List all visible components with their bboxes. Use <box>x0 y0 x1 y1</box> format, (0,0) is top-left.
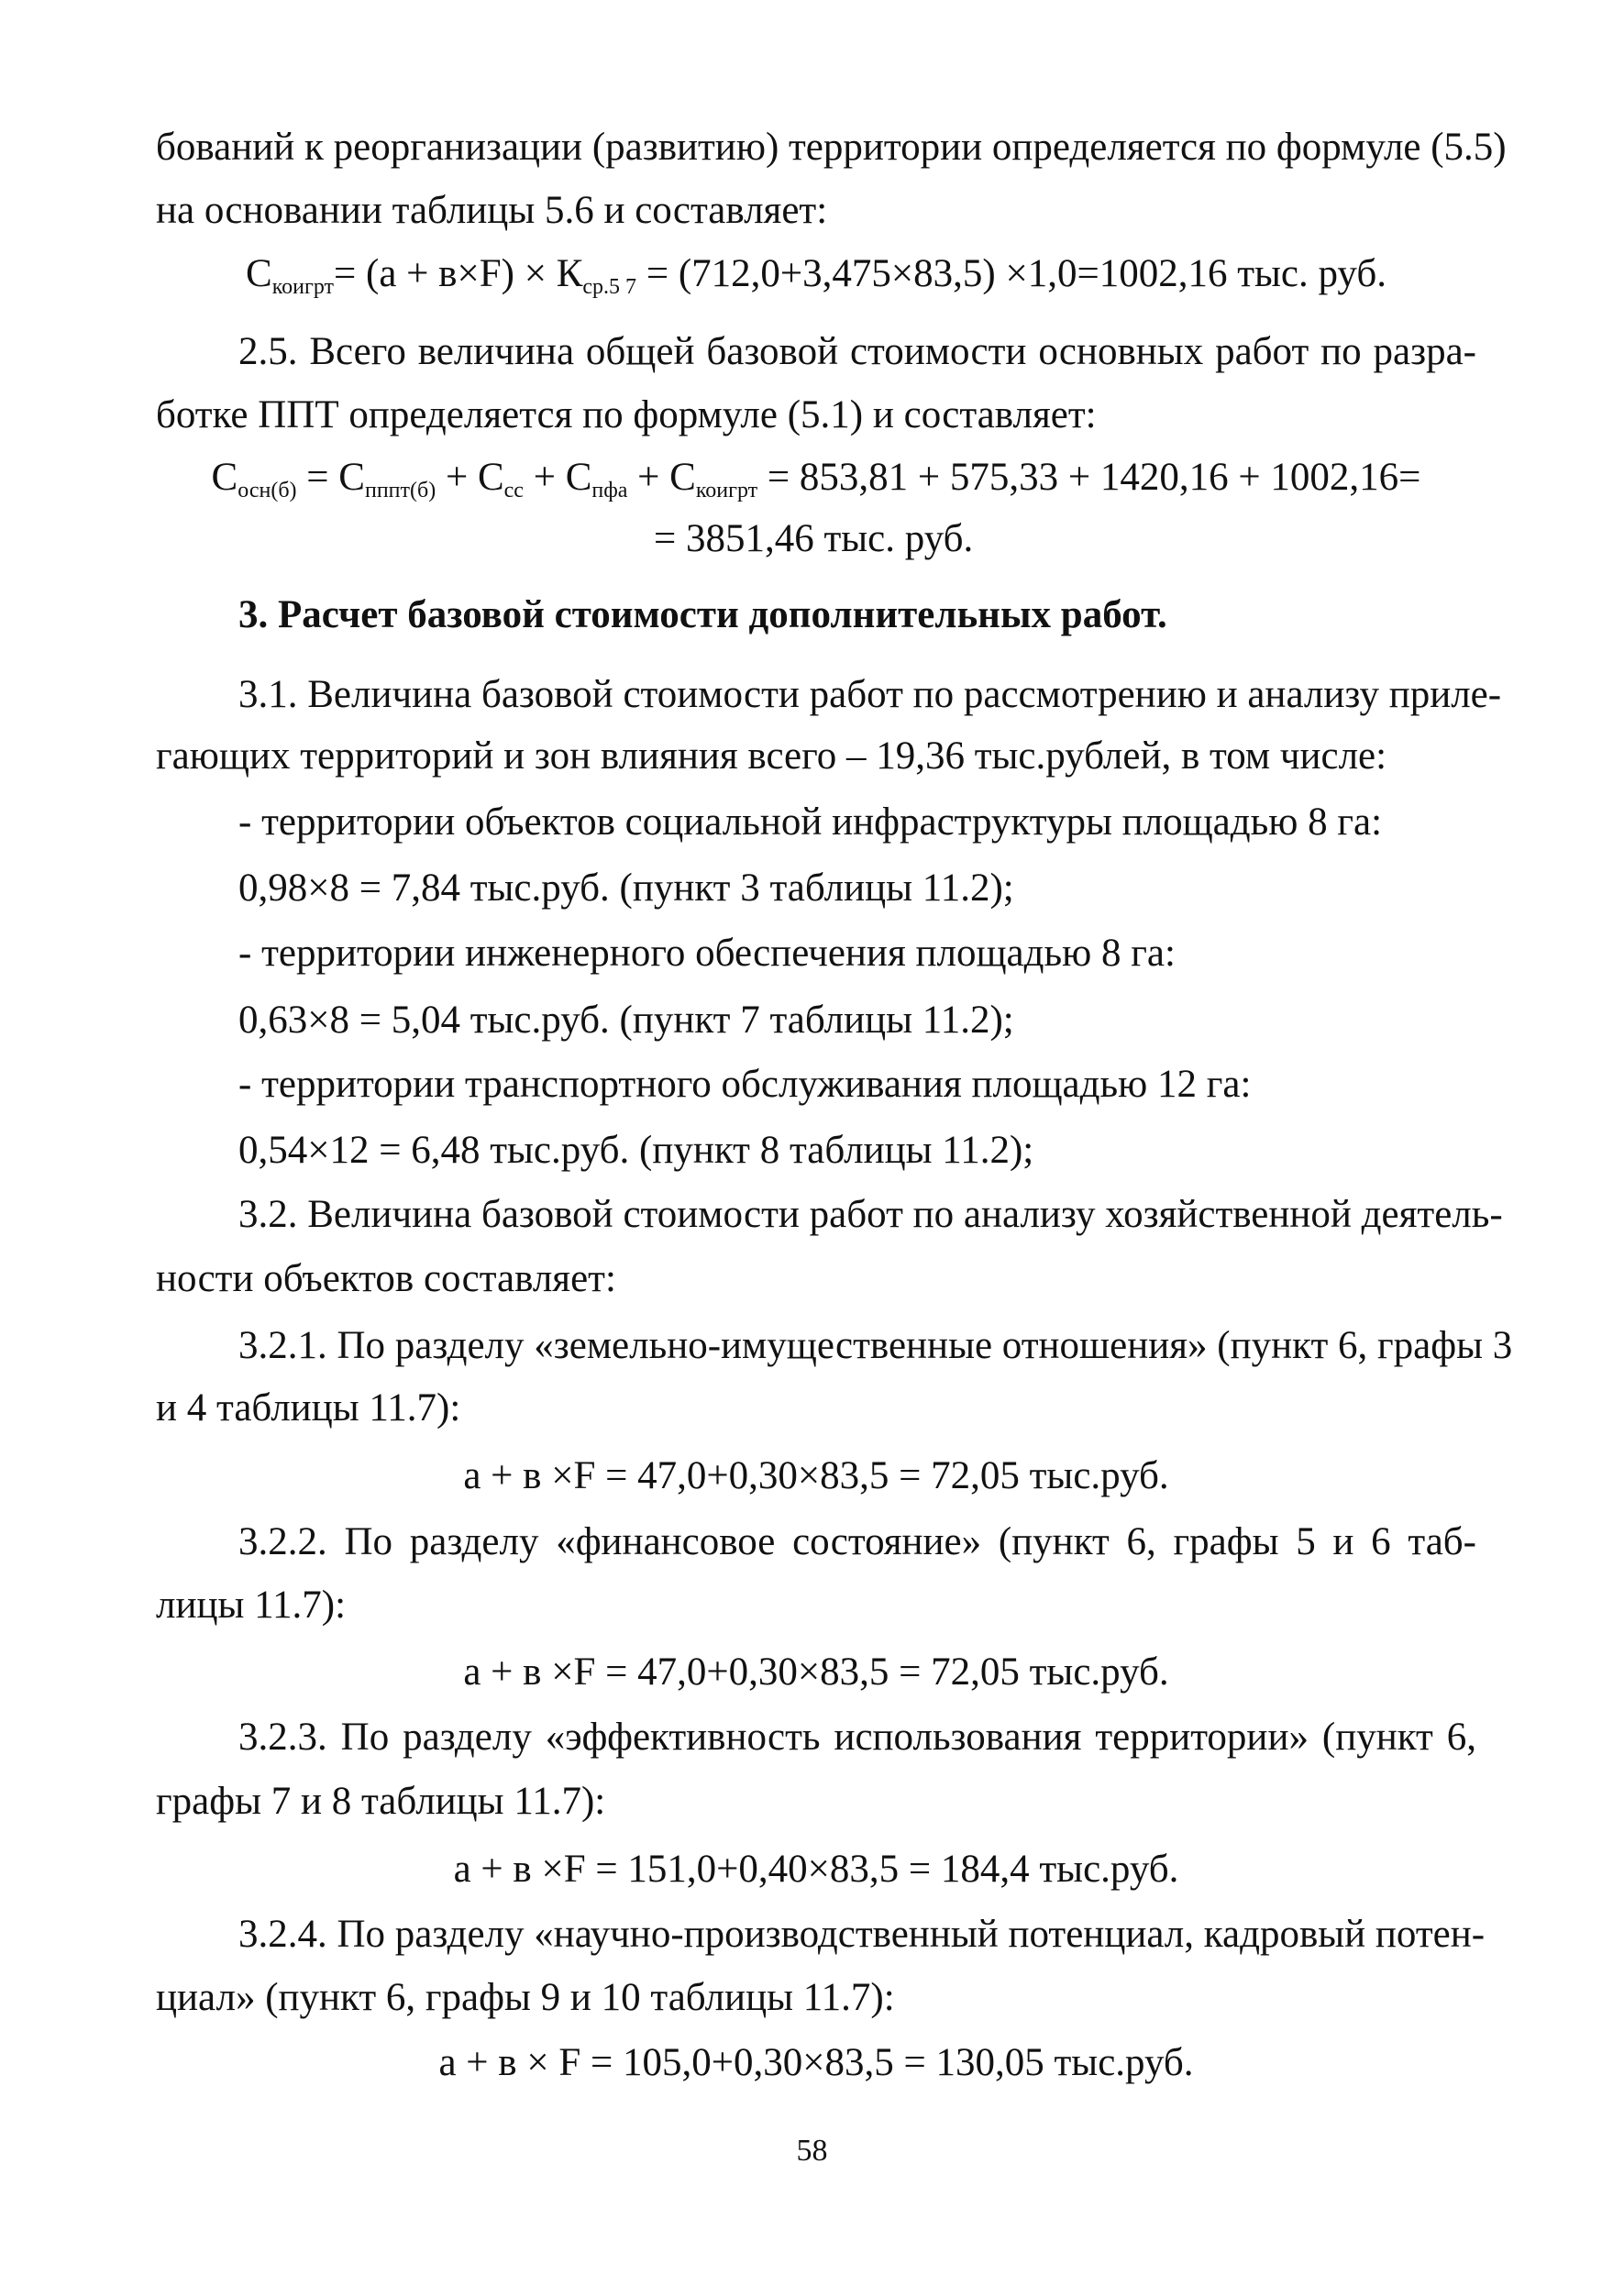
list-item: - территории транспортного обслуживания площадью 12 га: <box>238 1063 1252 1106</box>
text-line: 3.2.2. По разделу «финансовое состояние» (пункт 6, графы 5 и 6 таб- <box>238 1520 1476 1563</box>
text-line: 0,98×8 = 7,84 тыс.руб. (пункт 3 таблицы 11.2); <box>238 867 1014 910</box>
text-line: и 4 таблицы 11.7): <box>156 1386 461 1430</box>
text-line: 0,54×12 = 6,48 тыс.руб. (пункт 8 таблицы 11.2); <box>238 1129 1034 1172</box>
formula-result: = 3851,46 тыс. руб. <box>654 517 974 560</box>
text-line: 2.5. Всего величина общей базовой стоимости основных работ по разра- <box>238 330 1476 373</box>
formula-line: а + в ×F = 151,0+0,40×83,5 = 184,4 тыс.руб. <box>453 1848 1179 1891</box>
text-line: циал» (пункт 6, графы 9 и 10 таблицы 11.7): <box>156 1976 895 2019</box>
formula-line: а + в × F = 105,0+0,30×83,5 = 130,05 тыс.руб. <box>438 2041 1194 2084</box>
formula-c-koigrt: $С_{коигрт}= (а + в\times F) \times К_{ср.5 7} = (712,0+3,475\times 83,5) \times 1,0=1002,16$ тыс. руб. <box>246 252 1386 299</box>
formula-line: а + в ×F = 47,0+0,30×83,5 = 72,05 тыс.руб. <box>463 1454 1169 1497</box>
text-line: 0,63×8 = 5,04 тыс.руб. (пункт 7 таблицы 11.2); <box>238 999 1014 1042</box>
text-line: ности объектов составляет: <box>156 1257 616 1300</box>
text-line: 3.1. Величина базовой стоимости работ по рассмотрению и анализу приле- <box>238 673 1502 716</box>
text-line: 3.2.1. По разделу «земельно-имущественные отношения» (пункт 6, графы 3 <box>238 1324 1513 1367</box>
text-line: 3.2.4. По разделу «научно-производственный потенциал, кадровый потен- <box>238 1913 1486 1956</box>
text-line: на основании таблицы 5.6 и составляет: <box>156 189 828 232</box>
formula-c-osn: $С_{осн(б)} = С_{пппт(б)} + С_{сс} + С_{пфа} + С_{коигрт} = 853,81 + 575,33 + 1420,16 + 1002,16=$ <box>211 456 1421 502</box>
formula-line: а + в ×F = 47,0+0,30×83,5 = 72,05 тыс.руб. <box>463 1650 1169 1694</box>
text-line: 3.2.3. По разделу «эффективность использования территории» (пункт 6, <box>238 1716 1476 1759</box>
page-number: 58 <box>796 2134 828 2168</box>
text-line: гающих территорий и зон влияния всего – 19,36 тыс.рублей, в том числе: <box>156 734 1387 778</box>
list-item: - территории инженерного обеспечения площадью 8 га: <box>238 932 1176 975</box>
text-line: бований к реорганизации (развитию) территории определяется по формуле (5.5) <box>156 126 1507 169</box>
text-line: графы 7 и 8 таблицы 11.7): <box>156 1780 606 1823</box>
text-line: 3.2. Величина базовой стоимости работ по анализу хозяйственной деятель- <box>238 1193 1503 1236</box>
list-item: - территории объектов социальной инфраструктуры площадью 8 га: <box>238 800 1383 844</box>
section-heading: 3. Расчет базовой стоимости дополнительных работ. <box>238 593 1167 636</box>
text-line: лицы 11.7): <box>156 1584 347 1627</box>
text-line: ботке ППТ определяется по формуле (5.1) и составляет: <box>156 393 1097 436</box>
